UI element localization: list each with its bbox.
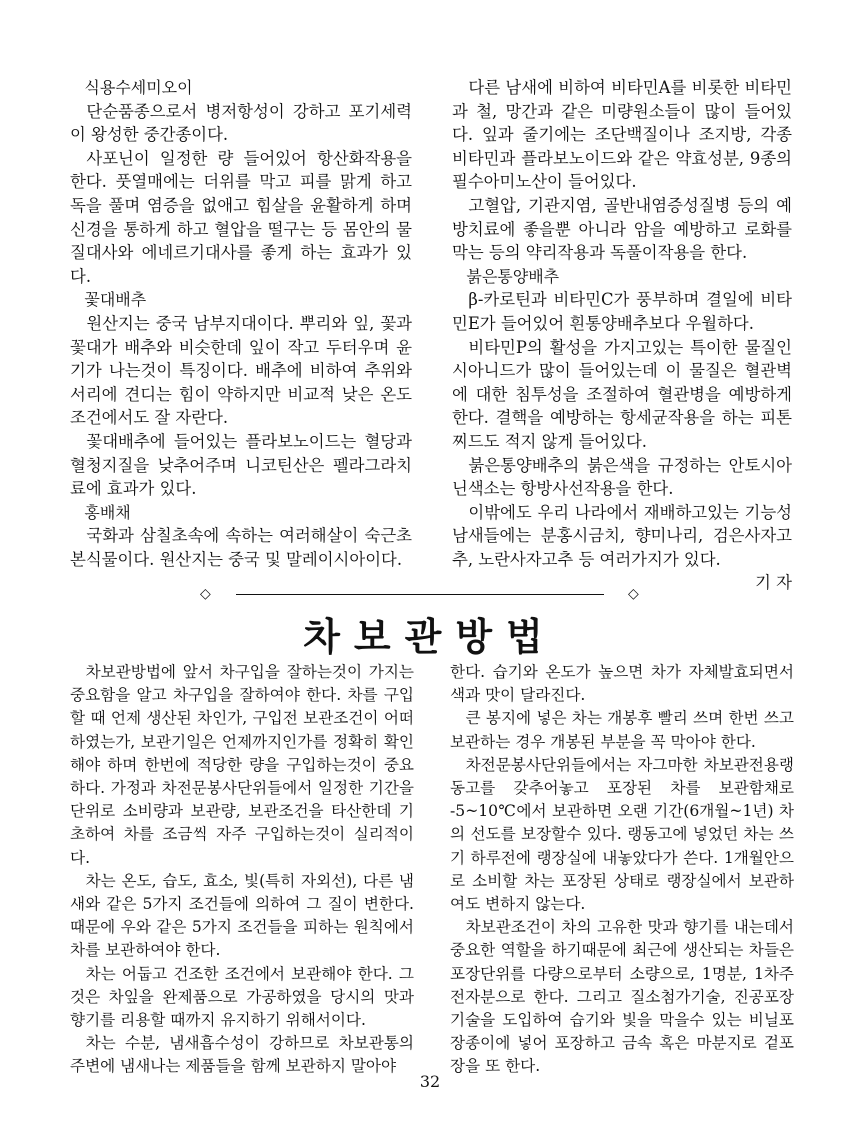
paragraph: 한다. 습기와 온도가 높으면 차가 자체발효되면서 색과 맛이 달라진다. — [450, 663, 794, 705]
diamond-icon: ◇ — [628, 586, 639, 602]
paragraph: 비타민P의 활성을 가지고있는 특이한 물질인 시아니드가 많이 들어있는데 이 물질은 혈관벽에 대한 침투성을 조절하여 혈관병을 예방하게 한다. 결핵을 예방하는 항세균작용을 하는 피톤찌드도 적지 않게 들어있다. — [452, 337, 792, 451]
paragraph: 고혈압, 기관지염, 골반내염증성질병 등의 예방치료에 좋을뿐 아니라 암을 예방하고 로화를 막는 등의 약리작용과 독풀이작용을 한다. — [452, 195, 792, 263]
paragraph: 차는 어둡고 건조한 조건에서 보관해야 한다. 그것은 차잎을 완제품으로 가공하였을 당시의 맛과 향기를 리용할 때까지 유지하기 위해서이다. — [70, 964, 414, 1030]
bottom-left-column — [70, 661, 414, 1079]
subheading-sikyongsusemioi: 식용수세미오이 — [84, 78, 193, 97]
paragraph: 차는 온도, 습도, 효소, 빛(특히 자외선), 다른 냄새와 같은 5가지 조건들에 의하여 그 질이 변한다. 때문에 우와 같은 5가지 조건들을 피하는 원칙에서 차를 보관하여야 한다. — [70, 871, 414, 960]
top-right-column — [452, 76, 792, 595]
paragraph: 국화과 삼칠초속에 속하는 여러해살이 숙근초본식물이다. 원산지는 중국 및 말레이시아이다. — [70, 526, 412, 569]
author-signature: 기 자 — [755, 573, 792, 593]
paragraph: 이밖에도 우리 나라에서 재배하고있는 기능성남새들에는 분홍시금치, 향미나리, 검은사자고추, 노란사자고추 등 여러가지가 있다. — [452, 502, 792, 569]
paragraph: 다른 남새에 비하여 비타민A를 비롯한 비타민과 철, 망간과 같은 미량원소들이 많이 들어있다. 잎과 줄기에는 조단백질이나 조지방, 각종 비타민과 플라보노이드와 같은 약효성분, 9종의 필수아미노산이 들어있다. — [452, 78, 792, 192]
paragraph: 차보관방법에 앞서 차구입을 잘하는것이 가지는 중요함을 알고 차구입을 잘하여야 한다. 차를 구입할 때 언제 생산된 차인가, 구입전 보관조건이 어떠하였는가, 보관기일은 언제까지인가를 정확히 확인해야 하며 한번에 적당한 량을 구입하는것이 중요하다. 가정과 차전문봉사단위들에서 일정한 기간을 단위로 소비량과 보관량, 보관조건을 타산한데 기초하여 차를 조금씩 자주 구입하는것이 실리적이다. — [70, 663, 414, 867]
bottom-right-column — [450, 661, 794, 1079]
paragraph: 차는 수분, 냄새흡수성이 강하므로 차보관통의 주변에 냄새나는 제품들을 함께 보관하지 말아야 — [70, 1034, 414, 1076]
paragraph: 붉은통양배추의 붉은색을 규정하는 안토시아닌색소는 항방사선작용을 한다. — [452, 455, 792, 499]
subheading-kkotdaebaechu: 꽃대배추 — [84, 290, 147, 310]
subheading-bulguntongyangbaechu: 붉은통양배추 — [466, 266, 560, 286]
section-divider — [200, 586, 640, 604]
paragraph: 큰 봉지에 넣은 차는 개봉후 빨리 쓰며 한번 쓰고 보관하는 경우 개봉된 부분을 꼭 막아야 한다. — [450, 709, 794, 751]
page-number: 32 — [419, 1072, 441, 1091]
section-title: 차보관방법 — [303, 615, 557, 659]
diamond-icon: ◇ — [200, 586, 211, 602]
paragraph: 차보관조건이 차의 고유한 맛과 향기를 내는데서 중요한 역할을 하기때문에 최근에 생산되는 차들은 포장단위를 다량으로부터 소량으로, 1명분, 1차주전자분으로 한다. 그리고 질소첨가기술, 진공포장기술을 도입하여 습기와 빛을 막을수 있는 비닐포장종이에 넣어 포장하고 금속 혹은 마분지로 겉포장을 또 한다. — [450, 918, 794, 1076]
paragraph: 단순품종으로서 병저항성이 강하고 포기세력이 왕성한 중간종이다. — [70, 101, 412, 145]
paragraph: 사포닌이 일정한 량 들어있어 항산화작용을 한다. 풋열매에는 더위를 막고 피를 맑게 하고 독을 풀며 염증을 없애고 힘살을 윤활하게 하며 신경을 통하게 하고 혈압을 떨구는 등 몸안의 물질대사와 에네르기대사를 좋게 하는 효과가 있다. — [70, 148, 412, 286]
paragraph: 꽃대배추에 들어있는 플라보노이드는 혈당과 혈청지질을 낮추어주며 니코틴산은 펠라그라치료에 효과가 있다. — [70, 431, 412, 499]
top-left-column — [70, 76, 412, 571]
paragraph: 차전문봉사단위들에서는 자그마한 차보관전용랭동고를 갖추어놓고 포장된 차를 보관함채로 -5~10℃에서 보관하면 오랜 기간(6개월~1년) 차의 선도를 보장할수 있다. 랭동고에 넣었던 차는 쓰기 하루전에 랭장실에 내놓았다가 쓴다. 1개월안으로 소비할 차는 포장된 상태로 랭장실에서 보관하여도 변하지 않는다. — [450, 755, 794, 914]
paragraph: β-카로틴과 비타민C가 풍부하며 결일에 비타민E가 들어있어 흰통양배추보다 우월하다. — [452, 290, 792, 333]
paragraph: 원산지는 중국 남부지대이다. 뿌리와 잎, 꽃과 꽃대가 배추와 비슷한데 잎이 작고 두터우며 윤기가 나는것이 특징이다. 배추에 비하여 추위와 서리에 견디는 힘이 약하지만 비교적 낮은 온도조건에서도 잘 자란다. — [70, 313, 412, 428]
subheading-hongbaechae: 홍배채 — [84, 502, 131, 522]
divider-line — [236, 594, 604, 595]
